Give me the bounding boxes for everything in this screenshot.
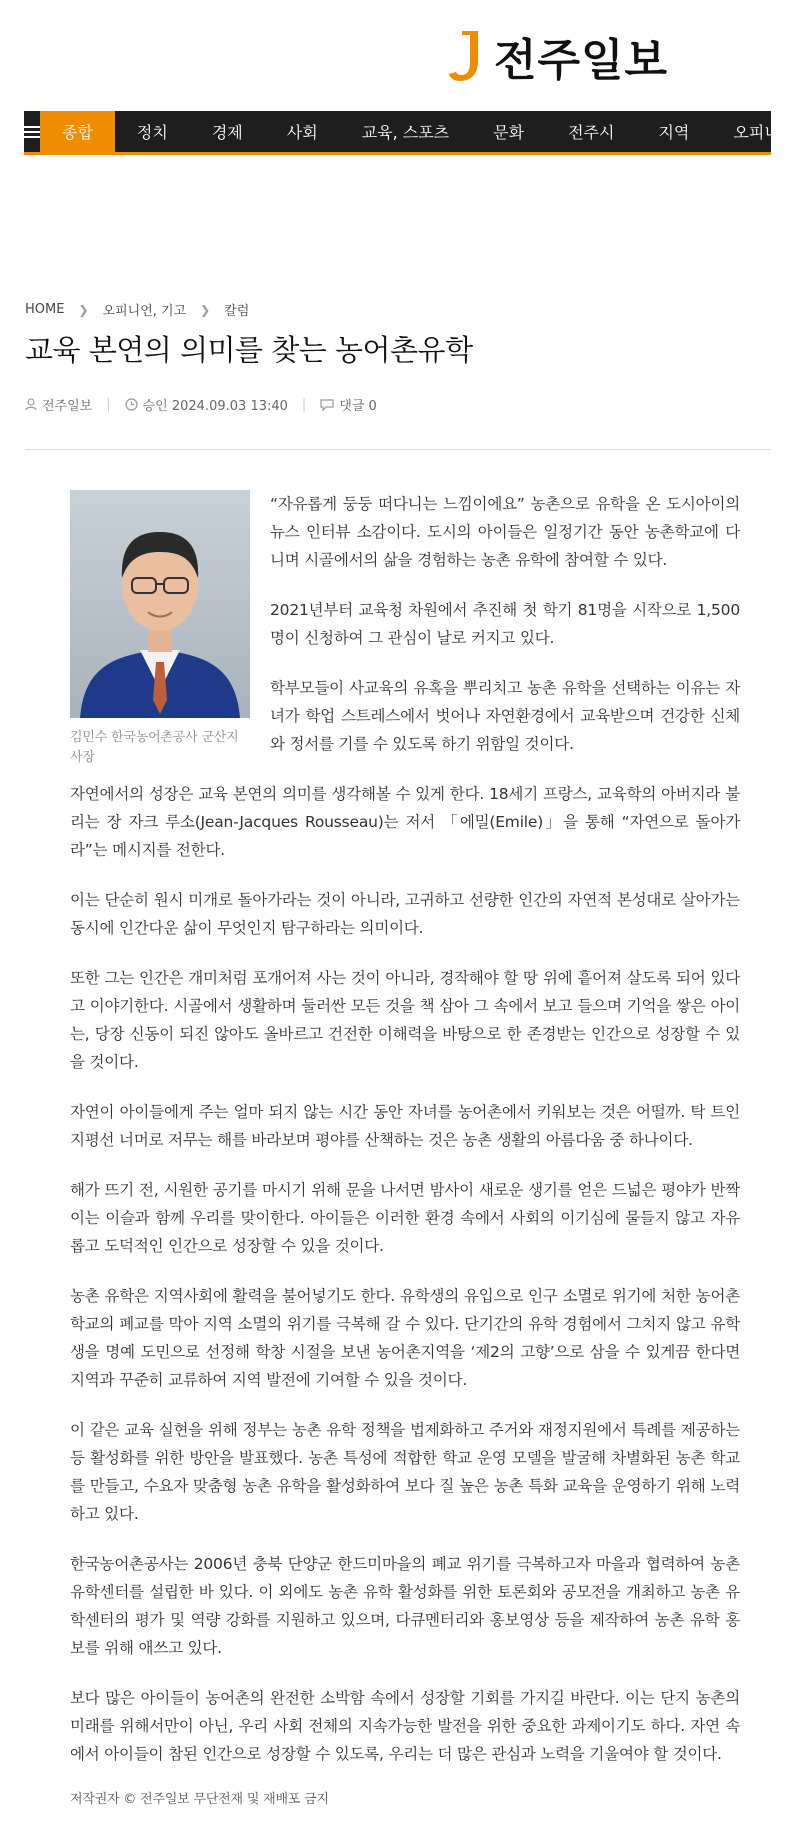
article-paragraph: 농촌 유학은 지역사회에 활력을 불어넣기도 한다. 유학생의 유입으로 인구 소멸로 위기에 처한 농어촌 학교의 폐교를 막아 지역 소멸의 위기를 극복해 갈 수 있다. 단기간의 유학 경험에서 그치지 않고 유학생을 명예 도민으로 선정해 학창 시절을 보낸 농어촌지역을 ‘제2의 고향’으로 삼을 수 있게끔 한다면 지역과 꾸준히 교류하여 지역 발전에 기여할 수 있을 것이다. — [70, 1287, 740, 1389]
author-photo-block — [70, 490, 250, 768]
nav-item-society[interactable]: 사회 — [286, 123, 318, 142]
breadcrumb-home[interactable]: HOME — [25, 302, 65, 317]
chevron-right-icon: ❯ — [200, 302, 211, 317]
article-paragraph: 해가 뜨기 전, 시원한 공기를 마시기 위해 문을 나서면 밤사이 새로운 생기를 얻은 드넓은 평야가 반짝이는 이슬과 함께 우리를 맞이한다. 아이들은 이러한 환경 속에서 사회의 이기심에 물들지 않고 자유롭고 도덕적인 인간으로 성장할 수 있을 것이다. — [70, 1181, 740, 1255]
hamburger-menu-icon[interactable] — [24, 111, 40, 152]
article-paragraph: 학부모들이 사교육의 유혹을 뿌리치고 농촌 유학을 선택하는 이유는 자녀가 학업 스트레스에서 벗어나 자연환경에서 교육받으며 건강한 신체와 정서를 기를 수 있도록 하기 위함일 것이다. — [270, 679, 740, 753]
article-paragraph: 보다 많은 아이들이 농어촌의 완전한 소박함 속에서 성장할 기회를 가지길 바란다. 이는 단지 농촌의 미래를 위해서만이 아닌, 우리 사회 전체의 지속가능한 발전을 위한 중요한 과제이기도 하다. 자연 속에서 아이들이 참된 인간으로 성장할 수 있도록, 우리는 더 많은 관심과 노력을 기울여야 할 것이다. — [70, 1689, 740, 1763]
article-paragraph: 한국농어촌공사는 2006년 충북 단양군 한드미마을의 폐교 위기를 극복하고자 마을과 협력하여 농촌 유학센터를 설립한 바 있다. 이 외에도 농촌 유학 활성화를 위한 토론회와 공모전을 개최하고 농촌 유학센터의 평가 및 역량 강화를 지원하고 있으며, 다큐멘터리와 홍보영상 등을 제작하여 농촌 유학 홍보를 위해 애쓰고 있다. — [70, 1555, 740, 1657]
nav-item-education-sports[interactable]: 교육, 스포츠 — [361, 123, 450, 142]
site-logo[interactable] — [448, 26, 668, 86]
article-paragraph: 이는 단순히 원시 미개로 돌아가라는 것이 아니라, 고귀하고 선량한 인간의 자연적 본성대로 살아가는 동시에 인간다운 삶이 무엇인지 탐구하라는 의미이다. — [70, 891, 740, 937]
nav-item-region[interactable]: 지역 — [658, 123, 690, 142]
photo-caption: 김민수 한국농어촌공사 군산지사장 — [70, 730, 239, 765]
main-nav — [24, 111, 780, 155]
nav-item-economy[interactable]: 경제 — [211, 123, 243, 142]
comment-count[interactable]: 댓글 0 — [339, 399, 377, 414]
article-body — [70, 490, 740, 1814]
logo-mark-icon — [448, 27, 488, 85]
author-photo — [70, 490, 250, 718]
nav-item-politics[interactable]: 정치 — [136, 123, 168, 142]
article-author: 전주일보 — [42, 399, 93, 414]
nav-item-opinion[interactable]: 오피니 — [733, 123, 780, 142]
logo-text: 전주일보 — [494, 35, 669, 86]
article-paragraph: 이 같은 교육 실현을 위해 정부는 농촌 유학 정책을 법제화하고 주거와 재정지원에서 특례를 제공하는 등 활성화를 위한 방안을 발표했다. 농촌 특성에 적합한 학교 운영 모델을 발굴해 차별화된 농촌 학교를 만들고, 수요자 맞춤형 농촌 유학을 활성화하여 보다 질 높은 농촌 특화 교육을 운영하기 위해 노력하고 있다. — [70, 1421, 740, 1523]
article-paragraph: “자유롭게 둥둥 떠다니는 느낌이에요” 농촌으로 유학을 온 도시아이의 뉴스 인터뷰 소감이다. 도시의 아이들은 일정기간 동안 농촌학교에 다니며 시골에서의 삶을 경험하는 농촌 유학에 참여할 수 있다. — [270, 495, 740, 569]
article-paragraph: 2021년부터 교육청 차원에서 추진해 첫 학기 81명을 시작으로 1,500명이 신청하여 그 관심이 날로 커지고 있다. — [270, 601, 740, 647]
nav-item-culture[interactable]: 문화 — [493, 123, 525, 142]
article-paragraph: 자연이 아이들에게 주는 얼마 되지 않는 시간 동안 자녀를 농어촌에서 키워보는 것은 어떨까. 탁 트인 지평선 너머로 저무는 해를 바라보며 평야를 산책하는 것은 농촌 생활의 아름다움 중 하나이다. — [70, 1103, 740, 1149]
header-divider — [25, 449, 771, 450]
article-meta: 전주일보 | 승인 2024.09.03 13:40 | 댓글 0 — [25, 395, 377, 414]
article-title: 교육 본연의 의미를 찾는 농어촌유학 — [25, 333, 473, 367]
article-approved-date: 승인 2024.09.03 13:40 — [142, 399, 288, 414]
nav-item-jeonju-city[interactable]: 전주시 — [568, 123, 615, 142]
user-icon — [25, 398, 37, 411]
nav-item-general[interactable]: 종합 — [40, 111, 115, 152]
comment-icon — [320, 398, 334, 411]
article-paragraph: 또한 그는 인간은 개미처럼 포개어져 사는 것이 아니라, 경작해야 할 땅 위에 흩어져 살도록 되어 있다고 이야기한다. 시골에서 생활하며 둘러싼 모든 것을 책 삼아 그 속에서 보고 들으며 기억을 쌓은 아이는, 당장 신동이 되진 않아도 올바르고 건전한 이해력을 바탕으로 한 존경받는 인간으로 성장할 수 있을 것이다. — [70, 969, 740, 1071]
article-paragraph: 자연에서의 성장은 교육 본연의 의미를 생각해볼 수 있게 한다. 18세기 프랑스, 교육학의 아버지라 불리는 장 자크 루소(Jean-Jacques Rousseau)는 저서 「에밀(Emile)」을 통해 “자연으로 돌아가라”는 메시지를 전한다. — [70, 785, 740, 859]
breadcrumb — [25, 300, 249, 319]
breadcrumb-opinion[interactable]: 오피니언, 기고 — [102, 304, 187, 319]
breadcrumb-column[interactable]: 칼럼 — [224, 304, 250, 319]
copyright-notice: 저작권자 © 전주일보 무단전재 및 재배포 금지 — [70, 1792, 329, 1807]
chevron-right-icon: ❯ — [78, 302, 89, 317]
clock-icon — [125, 398, 138, 411]
